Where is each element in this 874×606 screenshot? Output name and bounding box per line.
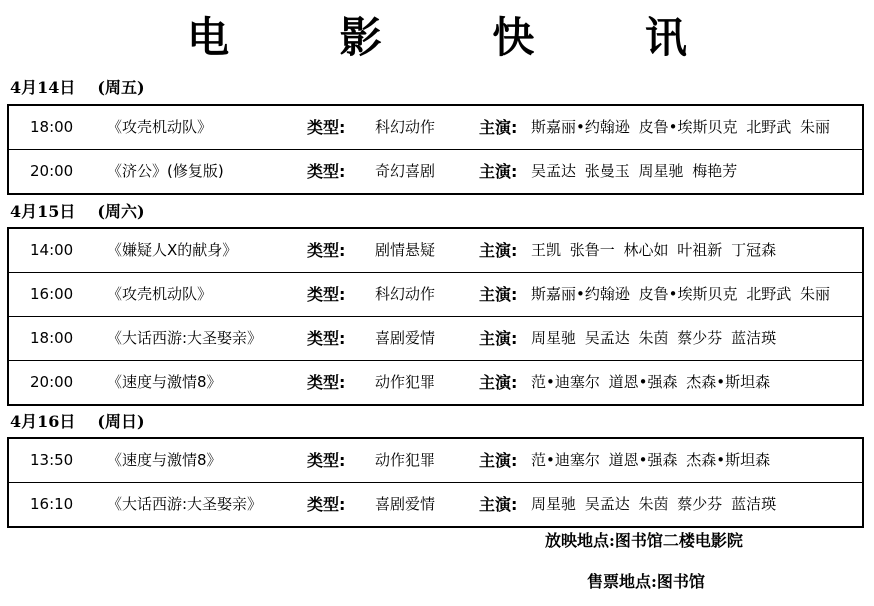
day-header [10, 78, 145, 98]
genre: 喜剧爱情 [375, 329, 436, 347]
genre: 科幻动作 [375, 285, 436, 303]
cast-label: 主演: [479, 162, 518, 181]
cast-label: 主演: [479, 241, 518, 260]
cast-list: 范•迪塞尔 道恩•强森 杰森•斯坦森 [531, 373, 771, 391]
date-label: 4月14日 [10, 78, 76, 97]
cast-list: 王凯 张鲁一 林心如 叶祖新 丁冠森 [531, 241, 777, 259]
cast-label: 主演: [479, 495, 518, 514]
showtime: 18:00 [30, 329, 74, 347]
showtime-row [9, 150, 862, 193]
genre: 喜剧爱情 [375, 495, 436, 513]
film-title: 《大话西游:大圣娶亲》 [107, 495, 263, 513]
cast-label: 主演: [479, 329, 518, 348]
cast-label: 主演: [479, 285, 518, 304]
film-title: 《嫌疑人X的献身》 [107, 241, 238, 259]
ticket-info: 售票地点:图书馆 [587, 572, 705, 591]
genre: 奇幻喜剧 [375, 162, 436, 180]
genre-label: 类型: [307, 451, 346, 470]
genre: 动作犯罪 [375, 451, 436, 469]
date-label: 4月16日 [10, 412, 76, 431]
weekday-label: (周五) [97, 78, 145, 97]
showtime-row [9, 439, 862, 483]
genre: 剧情悬疑 [375, 241, 436, 259]
cast-list: 周星驰 吴孟达 朱茵 蔡少芬 蓝洁瑛 [531, 329, 777, 347]
showtime-row [9, 229, 862, 273]
showtime-row [9, 483, 862, 526]
cast-label: 主演: [479, 373, 518, 392]
schedule-table [7, 227, 864, 406]
date-label: 4月15日 [10, 202, 76, 221]
film-title: 《速度与激情8》 [107, 373, 222, 391]
genre: 科幻动作 [375, 118, 436, 136]
genre-label: 类型: [307, 373, 346, 392]
cast-list: 斯嘉丽•约翰逊 皮鲁•埃斯贝克 北野武 朱丽 [531, 118, 831, 136]
genre-label: 类型: [307, 285, 346, 304]
showtime: 16:10 [30, 495, 74, 513]
showtime: 20:00 [30, 162, 74, 180]
schedule-table [7, 104, 864, 195]
cast-label: 主演: [479, 451, 518, 470]
showtime-row [9, 317, 862, 361]
genre-label: 类型: [307, 495, 346, 514]
page-title: 电 影 快 讯 [187, 13, 735, 62]
film-title: 《速度与激情8》 [107, 451, 222, 469]
cast-label: 主演: [479, 118, 518, 137]
venue-info: 放映地点:图书馆二楼电影院 [545, 531, 743, 550]
film-title: 《大话西游:大圣娶亲》 [107, 329, 263, 347]
showtime: 16:00 [30, 285, 74, 303]
schedule-table [7, 437, 864, 528]
cast-list: 范•迪塞尔 道恩•强森 杰森•斯坦森 [531, 451, 771, 469]
showtime-row [9, 273, 862, 317]
genre-label: 类型: [307, 118, 346, 137]
genre-label: 类型: [307, 329, 346, 348]
showtime: 18:00 [30, 118, 74, 136]
day-header [10, 202, 145, 222]
film-title: 《攻壳机动队》 [107, 285, 213, 303]
genre-label: 类型: [307, 162, 346, 181]
film-title: 《攻壳机动队》 [107, 118, 213, 136]
showtime-row [9, 106, 862, 150]
genre: 动作犯罪 [375, 373, 436, 391]
cast-list: 斯嘉丽•约翰逊 皮鲁•埃斯贝克 北野武 朱丽 [531, 285, 831, 303]
weekday-label: (周六) [97, 202, 145, 221]
showtime: 13:50 [30, 451, 74, 469]
cast-list: 周星驰 吴孟达 朱茵 蔡少芬 蓝洁瑛 [531, 495, 777, 513]
day-header [10, 412, 145, 432]
genre-label: 类型: [307, 241, 346, 260]
film-title: 《济公》(修复版) [107, 162, 224, 180]
cast-list: 吴孟达 张曼玉 周星驰 梅艳芳 [531, 162, 738, 180]
showtime: 20:00 [30, 373, 74, 391]
weekday-label: (周日) [97, 412, 145, 431]
showtime: 14:00 [30, 241, 74, 259]
showtime-row [9, 361, 862, 404]
